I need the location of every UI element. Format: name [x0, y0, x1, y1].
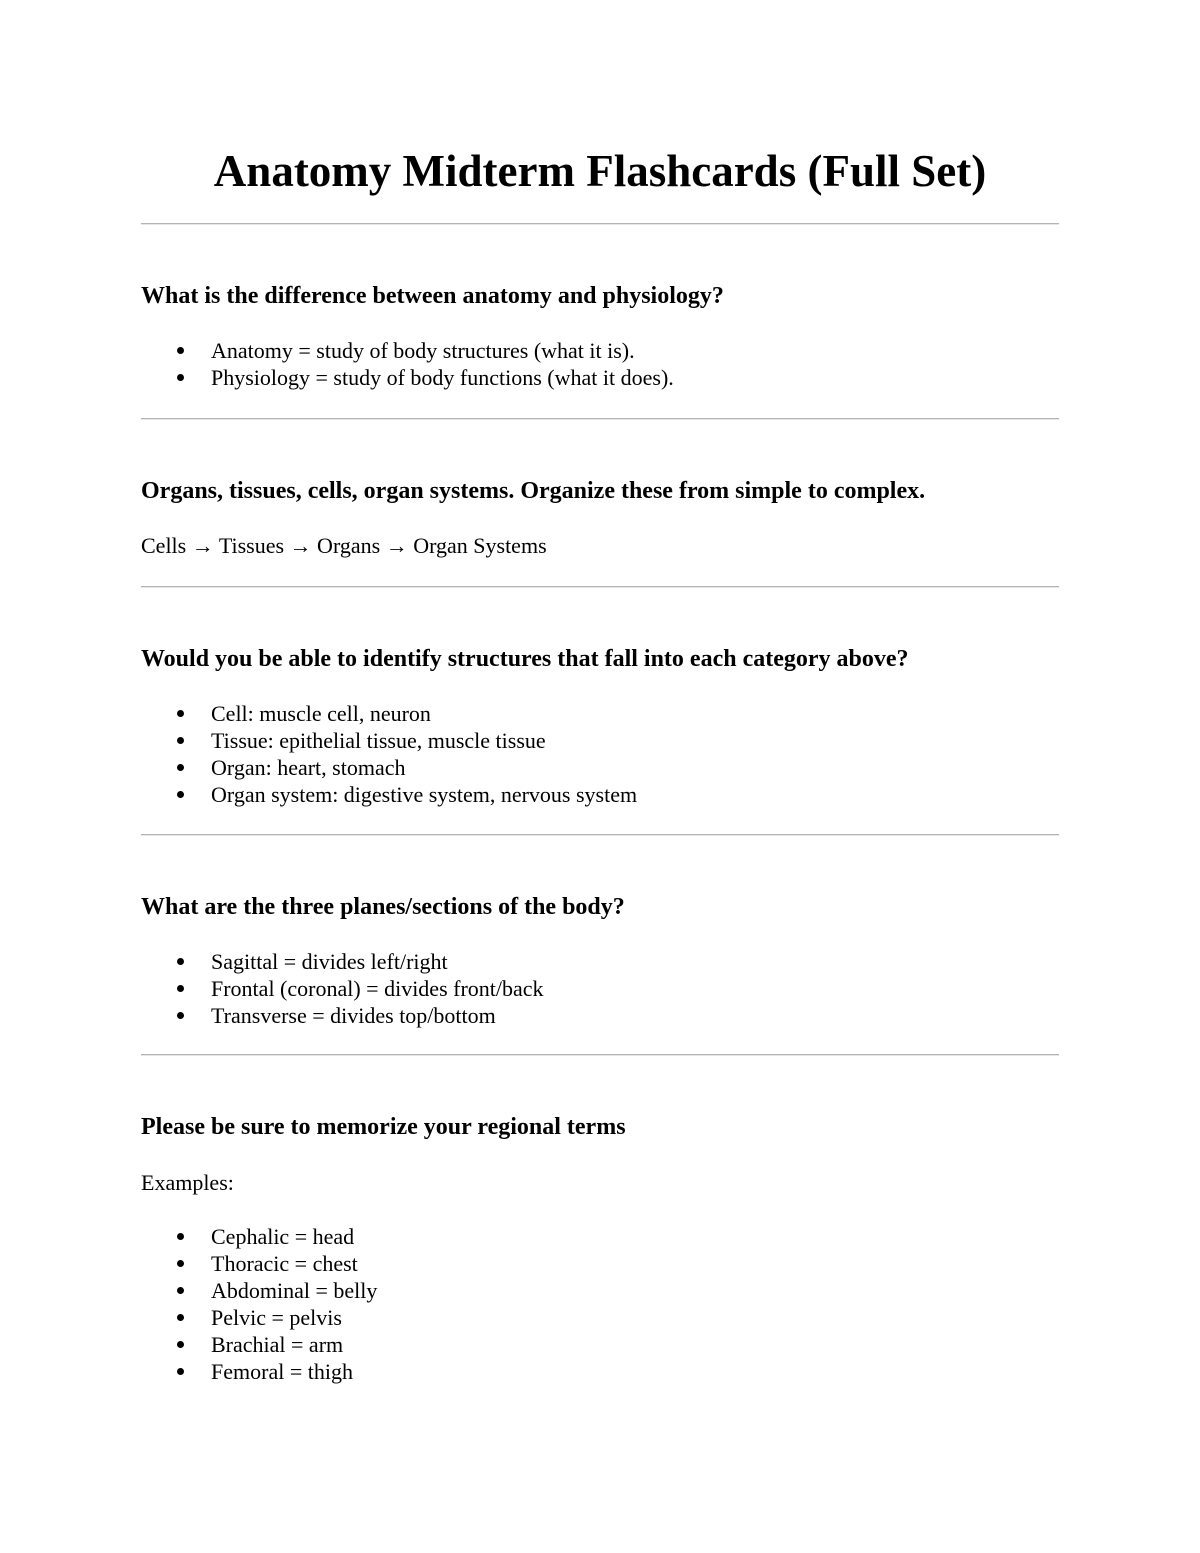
bullet-icon	[177, 1012, 184, 1019]
answer-list	[141, 948, 544, 1029]
list-item	[141, 754, 637, 781]
list-item-text: Cephalic = head	[211, 1224, 355, 1249]
list-item-text: Sagittal = divides left/right	[211, 949, 448, 974]
bullet-icon	[177, 764, 184, 771]
divider	[141, 223, 1059, 225]
list-item	[141, 1277, 377, 1304]
list-item-text: Organ system: digestive system, nervous system	[211, 782, 638, 807]
bullet-icon	[177, 1260, 184, 1267]
bullet-icon	[177, 347, 184, 354]
list-item-text: Pelvic = pelvis	[211, 1305, 342, 1330]
bullet-icon	[177, 710, 184, 717]
list-item-text: Thoracic = chest	[211, 1251, 358, 1276]
bullet-icon	[177, 737, 184, 744]
list-item	[141, 1250, 377, 1277]
list-item	[141, 727, 637, 754]
answer-list	[141, 1223, 377, 1385]
list-item	[141, 1002, 544, 1029]
list-item	[141, 700, 637, 727]
bullet-icon	[177, 1233, 184, 1240]
list-item-text: Physiology = study of body functions (what it does).	[211, 365, 674, 390]
bullet-icon	[177, 1314, 184, 1321]
list-item-text: Frontal (coronal) = divides front/back	[211, 976, 544, 1001]
flashcard-question: Please be sure to memorize your regional terms	[141, 1114, 626, 1140]
list-item	[141, 1331, 377, 1358]
list-item-text: Femoral = thigh	[211, 1359, 353, 1384]
list-item-text: Transverse = divides top/bottom	[211, 1003, 496, 1028]
examples-label: Examples:	[141, 1170, 234, 1195]
list-item	[141, 1223, 377, 1250]
list-item-text: Organ: heart, stomach	[211, 755, 406, 780]
answer-list	[141, 337, 674, 391]
flashcard-answer: Cells → Tissues → Organs → Organ Systems	[141, 533, 547, 558]
list-item	[141, 364, 674, 391]
flashcard-question: Would you be able to identify structures that fall into each category above?	[141, 646, 909, 672]
list-item-text: Abdominal = belly	[211, 1278, 378, 1303]
list-item-text: Anatomy = study of body structures (what it is).	[211, 338, 635, 363]
page-title: Anatomy Midterm Flashcards (Full Set)	[213, 146, 987, 196]
bullet-icon	[177, 985, 184, 992]
list-item	[141, 1304, 377, 1331]
divider	[141, 834, 1059, 836]
list-item	[141, 337, 674, 364]
divider	[141, 1054, 1059, 1056]
flashcard-question: What is the difference between anatomy and physiology?	[141, 283, 724, 309]
bullet-icon	[177, 958, 184, 965]
flashcard-question: Organs, tissues, cells, organ systems. Organize these from simple to complex.	[141, 478, 926, 504]
list-item	[141, 975, 544, 1002]
list-item-text: Tissue: epithelial tissue, muscle tissue	[211, 728, 546, 753]
list-item-text: Brachial = arm	[211, 1332, 344, 1357]
divider	[141, 418, 1059, 420]
bullet-icon	[177, 1287, 184, 1294]
list-item-text: Cell: muscle cell, neuron	[211, 701, 431, 726]
flashcard-question: What are the three planes/sections of the body?	[141, 894, 625, 920]
list-item	[141, 1358, 377, 1385]
bullet-icon	[177, 1341, 184, 1348]
answer-list	[141, 700, 637, 808]
bullet-icon	[177, 374, 184, 381]
bullet-icon	[177, 1368, 184, 1375]
list-item	[141, 948, 544, 975]
divider	[141, 586, 1059, 588]
bullet-icon	[177, 791, 184, 798]
list-item	[141, 781, 637, 808]
